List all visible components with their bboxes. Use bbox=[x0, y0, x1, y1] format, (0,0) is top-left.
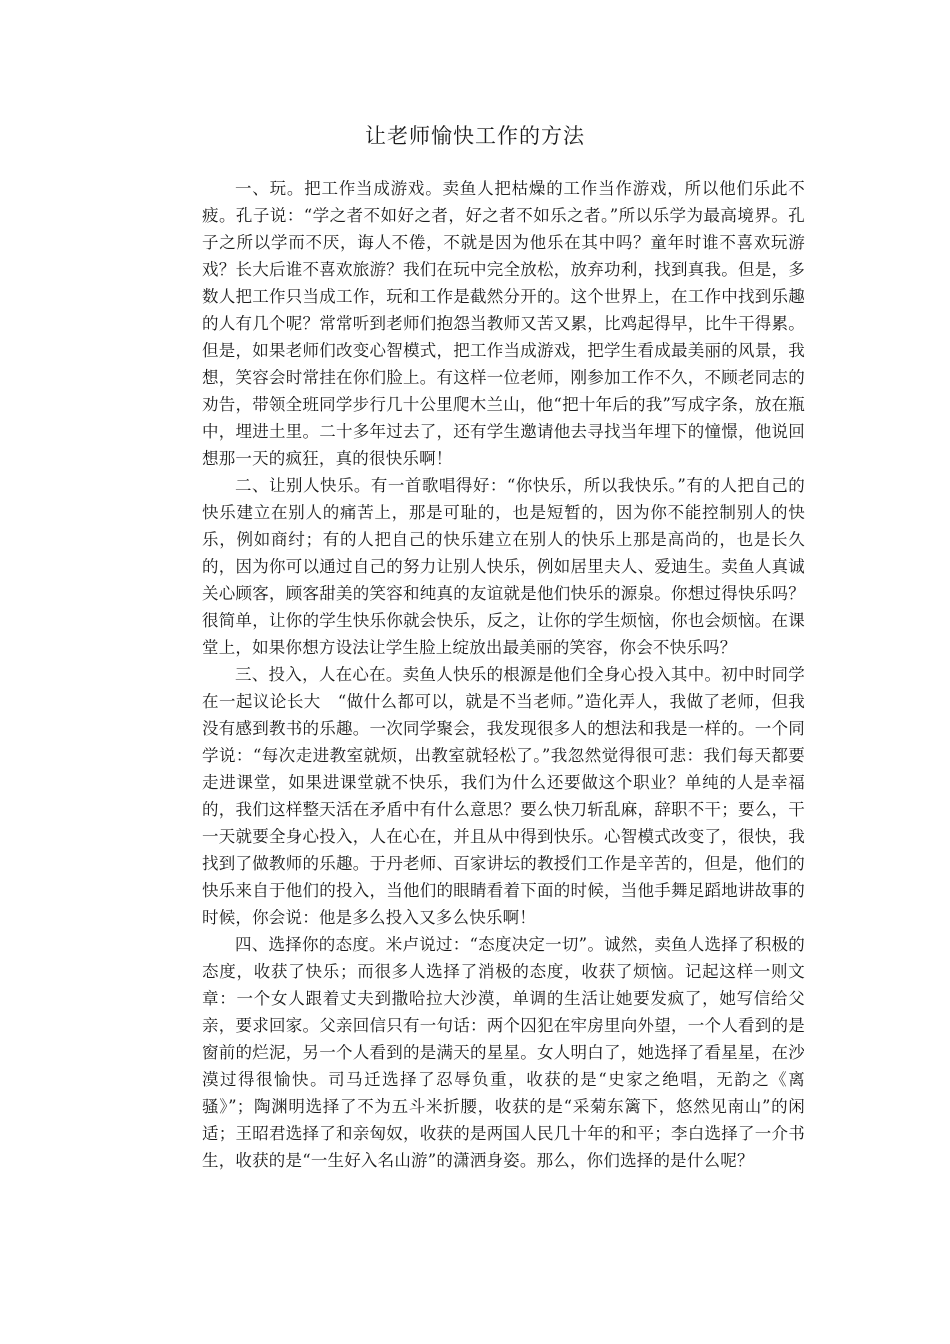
document-body bbox=[202, 175, 805, 1174]
document-title: 让老师愉快工作的方法 bbox=[365, 124, 585, 148]
paragraph-make-others-happy: 二、让别人快乐。有一首歌唱得好：“你快乐，所以我快乐。”有的人把自己的快乐建立在别人的痛苦上，那是可耻的，也是短暂的，因为你不能控制别人的快乐，例如商纣；有的人把自己的快乐建立在别人的快乐上那是高尚的，也是长久的，因为你可以通过自己的努力让别人快乐，例如居里夫人、爱迪生。卖鱼人真诚关心顾客，顾客甜美的笑容和纯真的友谊就是他们快乐的源泉。你想过得快乐吗？很简单，让你的学生快乐你就会快乐，反之，让你的学生烦恼，你也会烦恼。在课堂上，如果你想方设法让学生脸上绽放出最美丽的笑容，你会不快乐吗？ bbox=[202, 476, 805, 657]
paragraph-commitment: 三、投入，人在心在。卖鱼人快乐的根源是他们全身心投入其中。初中时同学在一起议论长大 “做什么都可以，就是不当老师。”造化弄人，我做了老师，但我没有感到教书的乐趣。一次同学聚会，我发现很多人的想法和我是一样的。一个同学说：“每次走进教室就烦，出教室就轻松了。”我忽然觉得很可悲：我们每天都要走进课堂，如果进课堂就不快乐，我们为什么还要做这个职业？单纯的人是幸福的，我们这样整天活在矛盾中有什么意思？要么快刀斩乱麻，辞职不干；要么，干一天就要全身心投入，人在心在，并且从中得到快乐。心智模式改变了，很快，我找到了做教师的乐趣。于丹老师、百家讲坛的教授们工作是辛苦的，但是，他们的快乐来自于他们的投入，当他们的眼睛看着下面的时候，当他手舞足蹈地讲故事的时候，你会说：他是多么投入又多么快乐啊！ bbox=[202, 665, 805, 927]
paragraph-play: 一、玩。把工作当成游戏。卖鱼人把枯燥的工作当作游戏，所以他们乐此不疲。孔子说：“学之者不如好之者，好之者不如乐之者。”所以乐学为最高境界。孔子之所以学而不厌，诲人不倦，不就是因为他乐在其中吗？童年时谁不喜欢玩游戏？长大后谁不喜欢旅游？我们在玩中完全放松，放弃功利，找到真我。但是，多数人把工作只当成工作，玩和工作是截然分开的。这个世界上，在工作中找到乐趣的人有几个呢？常常听到老师们抱怨当教师又苦又累，比鸡起得早，比牛干得累。但是，如果老师们改变心智模式，把工作当成游戏，把学生看成最美丽的风景，我想，笑容会时常挂在你们脸上。有这样一位老师，刚参加工作不久，不顾老同志的劝告，带领全班同学步行几十公里爬木兰山，他“把十年后的我”写成字条，放在瓶中，埋进土里。二十多年过去了，还有学生邀请他去寻找当年埋下的憧憬，他说回想那一天的疯狂，真的很快乐啊！ bbox=[202, 179, 805, 468]
paragraph-choose-attitude: 四、选择你的态度。米卢说过：“态度决定一切”。诚然，卖鱼人选择了积极的态度，收获了快乐；而很多人选择了消极的态度，收获了烦恼。记起这样一则文章：一个女人跟着丈夫到撒哈拉大沙漠，单调的生活让她要发疯了，她写信给父亲，要求回家。父亲回信只有一句话：两个囚犯在牢房里向外望，一个人看到的是窗前的烂泥，另一个人看到的是满天的星星。女人明白了，她选择了看星星，在沙漠过得很愉快。司马迁选择了忍辱负重，收获的是“史家之绝唱，无韵之《离骚》”；陶渊明选择了不为五斗米折腰，收获的是“采菊东篱下，悠然见南山”的闲适；王昭君选择了和亲匈奴，收获的是两国人民几十年的和平；李白选择了一介书生，收获的是“一生好入名山游”的潇洒身姿。那么，你们选择的是什么呢？ bbox=[202, 935, 805, 1170]
